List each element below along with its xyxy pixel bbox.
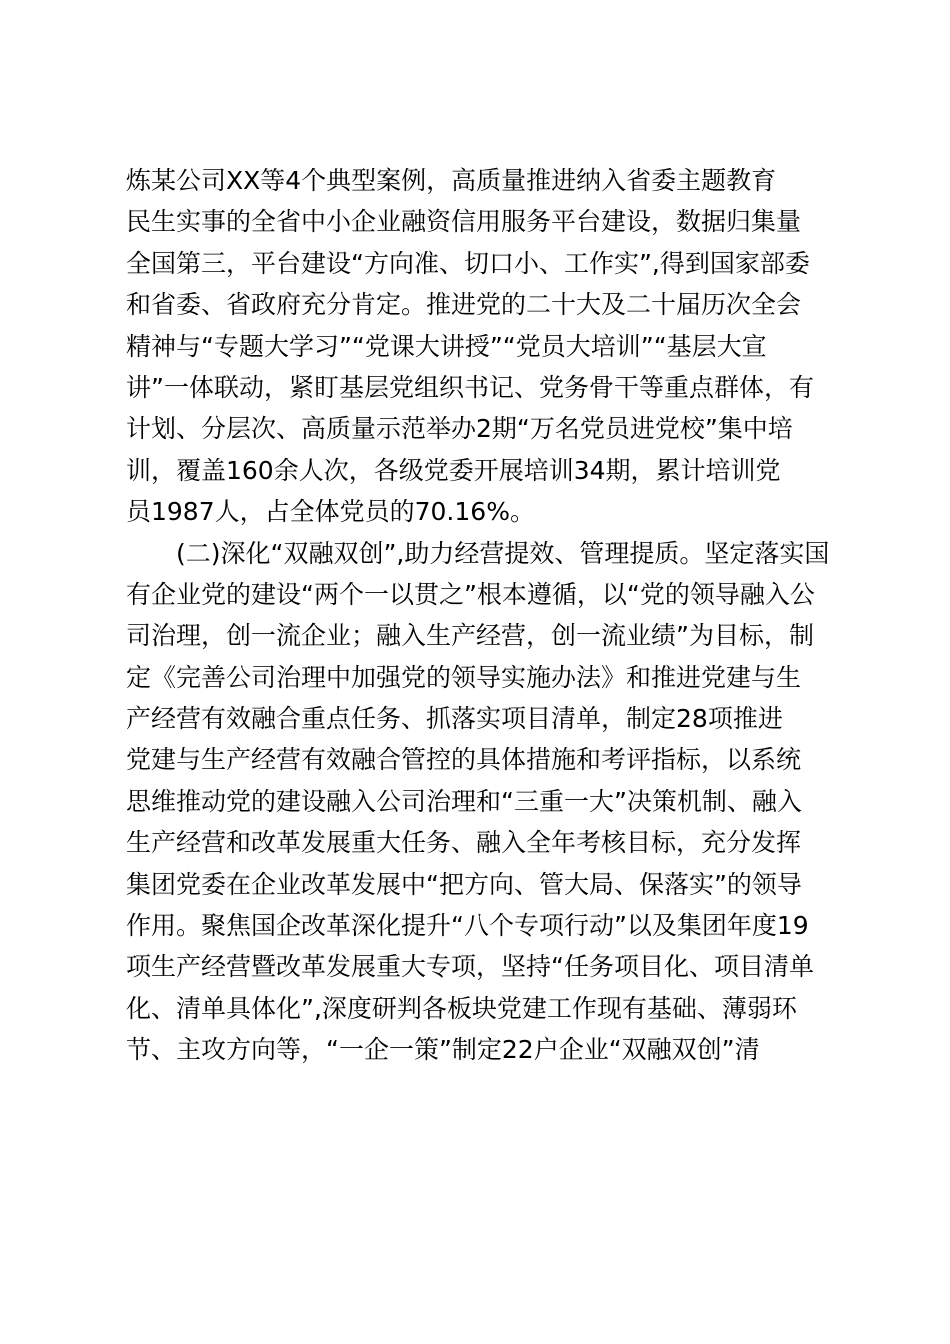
text-line: 产经营有效融合重点任务、抓落实项目清单，制定28项推进	[126, 704, 783, 734]
text-line: 计划、分层次、高质量示范举办2期“万名党员进党校”集中培	[126, 414, 793, 444]
body-text	[126, 160, 836, 1071]
text-line: 思维推动党的建设融入公司治理和“三重一大”决策机制、融入	[126, 786, 802, 816]
text-line: 节、主攻方向等，“一企一策”制定22户企业“双融双创”清	[126, 1035, 760, 1065]
text-line: 有企业党的建设“两个一以贯之”根本遵循，以“党的领导融入公	[126, 579, 815, 609]
text-line: 民生实事的全省中小企业融资信用服务平台建设，数据归集量	[126, 207, 802, 237]
text-line: 项生产经营暨改革发展重大专项，坚持“任务项目化、项目清单	[126, 952, 814, 982]
text-line: 集团党委在企业改革发展中“把方向、管大局、保落实”的领导	[126, 869, 802, 899]
text-line: (二)深化“双融双创”,助力经营提效、管理提质。坚定落实国	[126, 538, 830, 568]
text-line: 炼某公司XX等4个典型案例，高质量推进纳入省委主题教育	[126, 166, 777, 195]
text-line: 讲”一体联动，紧盯基层党组织书记、党务骨干等重点群体，有	[126, 372, 814, 402]
text-line: 精神与“专题大学习”“党课大讲授”“党员大培训”“基层大宣	[126, 331, 767, 361]
text-line: 员1987人，占全体党员的70.16%。	[126, 497, 535, 527]
text-line: 党建与生产经营有效融合管控的具体措施和考评指标，以系统	[126, 745, 802, 775]
text-line: 作用。聚焦国企改革深化提升“八个专项行动”以及集团年度19	[126, 911, 809, 941]
text-line: 全国第三，平台建设“方向准、切口小、工作实”,得到国家部委	[126, 248, 810, 278]
text-line: 和省委、省政府充分肯定。推进党的二十大及二十届历次全会	[126, 290, 802, 320]
text-line: 司治理，创一流企业；融入生产经营，创一流业绩”为目标，制	[126, 621, 814, 651]
text-line: 生产经营和改革发展重大任务、融入全年考核目标，充分发挥	[126, 828, 802, 858]
text-line: 训，覆盖160余人次，各级党委开展培训34期，累计培训党	[126, 455, 781, 485]
text-line: 化、清单具体化”,深度研判各板块党建工作现有基础、薄弱环	[126, 993, 797, 1023]
text-line: 定《完善公司治理中加强党的领导实施办法》和推进党建与生	[126, 662, 802, 692]
